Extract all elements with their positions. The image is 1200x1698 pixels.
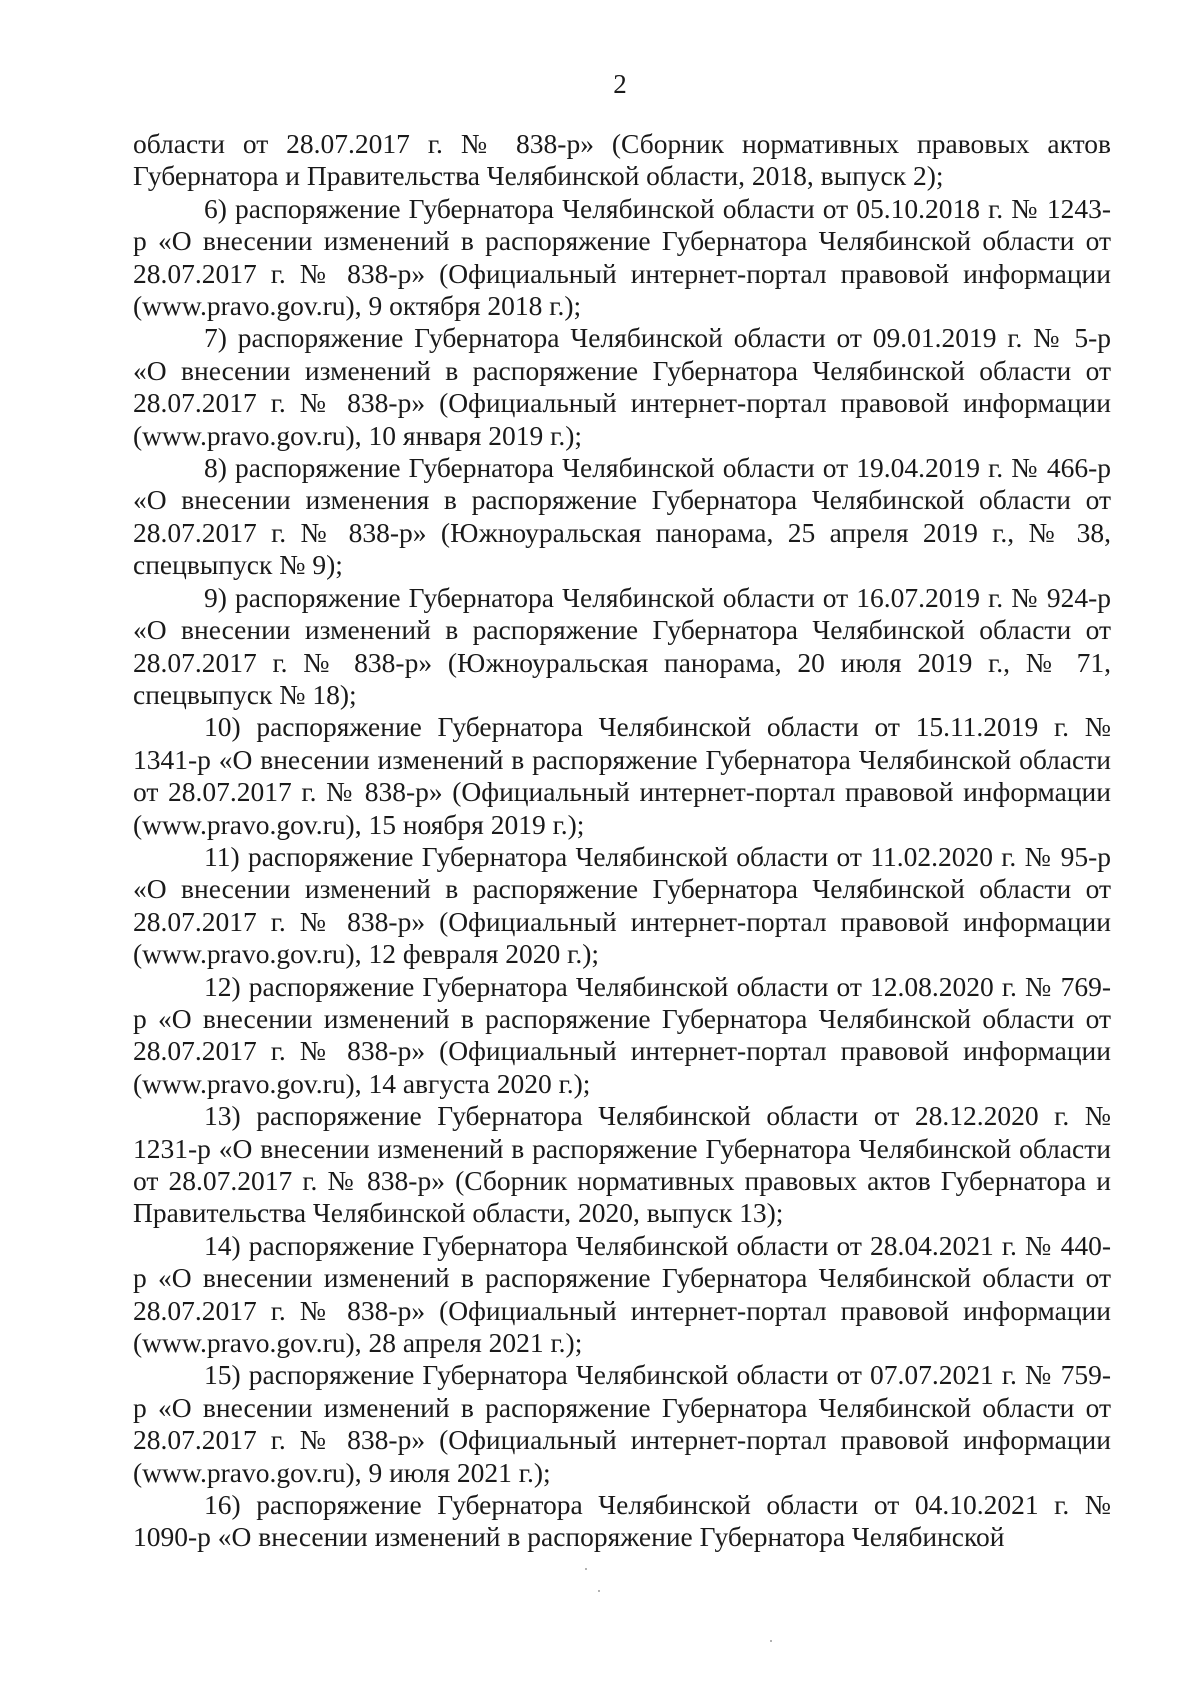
document-body [133, 128, 1111, 1554]
paragraph-item-9: 9) распоряжение Губернатора Челябинской области от 16.07.2019 г. № 924-р «О внесении изменений в распоряжение Губернатора Челябинской области от 28.07.2017 г. № 838-р» (Южноуральская панорама, 20 июля 2019 г., № 71, спецвыпуск № 18); [133, 581, 1111, 710]
paragraph-item-14: 14) распоряжение Губернатора Челябинской области от 28.04.2021 г. № 440-р «О внесении изменений в распоряжение Губернатора Челябинской области от 28.07.2017 г. № 838-р» (Официальный интернет-портал правовой информации (www.pravo.gov.ru), 28 апреля 2021 г.); [133, 1229, 1111, 1359]
page-number: 2 [613, 69, 627, 99]
scan-speck [585, 1568, 587, 1570]
scan-speck [770, 1640, 772, 1642]
paragraph-item-8: 8) распоряжение Губернатора Челябинской области от 19.04.2019 г. № 466-р «О внесении изменения в распоряжение Губернатора Челябинской области от 28.07.2017 г. № 838-р» (Южноуральская панорама, 25 апреля 2019 г., № 38, спецвыпуск № 9); [133, 452, 1111, 581]
paragraph-item-7: 7) распоряжение Губернатора Челябинской области от 09.01.2019 г. № 5-р «О внесении изменений в распоряжение Губернатора Челябинской области от 28.07.2017 г. № 838-р» (Официальный интернет-портал правовой информации (www.pravo.gov.ru), 10 января 2019 г.); [133, 322, 1111, 451]
paragraph-item-13: 13) распоряжение Губернатора Челябинской области от 28.12.2020 г. № 1231-р «О внесении изменений в распоряжение Губернатора Челябинской области от 28.07.2017 г. № 838-р» (Сборник нормативных правовых актов Губернатора и Правительства Челябинской области, 2020, выпуск 13); [133, 1100, 1111, 1229]
paragraph-item-15: 15) распоряжение Губернатора Челябинской области от 07.07.2021 г. № 759-р «О внесении изменений в распоряжение Губернатора Челябинской области от 28.07.2017 г. № 838-р» (Официальный интернет-портал правовой информации (www.pravo.gov.ru), 9 июля 2021 г.); [133, 1359, 1111, 1488]
paragraph-item-6: 6) распоряжение Губернатора Челябинской области от 05.10.2018 г. № 1243-р «О внесении изменений в распоряжение Губернатора Челябинской области от 28.07.2017 г. № 838-р» (Официальный интернет-портал правовой информации (www.pravo.gov.ru), 9 октября 2018 г.); [133, 192, 1111, 322]
paragraph-item-12: 12) распоряжение Губернатора Челябинской области от 12.08.2020 г. № 769-р «О внесении изменений в распоряжение Губернатора Челябинской области от 28.07.2017 г. № 838-р» (Официальный интернет-портал правовой информации (www.pravo.gov.ru), 14 августа 2020 г.); [133, 970, 1111, 1099]
paragraph-item-10: 10) распоряжение Губернатора Челябинской области от 15.11.2019 г. № 1341-р «О внесении изменений в распоряжение Губернатора Челябинской области от 28.07.2017 г. № 838-р» (Официальный интернет-портал правовой информации (www.pravo.gov.ru), 15 ноября 2019 г.); [133, 711, 1111, 840]
paragraph-item-16: 16) распоряжение Губернатора Челябинской области от 04.10.2021 г. № 1090-р «О внесении изменений в распоряжение Губернатора Челябинской [133, 1489, 1111, 1553]
paragraph-continuation: области от 28.07.2017 г. № 838-р» (Сборник нормативных правовых актов Губернатора и Правительства Челябинской области, 2018, выпуск 2); [133, 128, 1111, 192]
scan-speck [598, 1590, 600, 1592]
paragraph-item-11: 11) распоряжение Губернатора Челябинской области от 11.02.2020 г. № 95-р «О внесении изменений в распоряжение Губернатора Челябинской области от 28.07.2017 г. № 838-р» (Официальный интернет-портал правовой информации (www.pravo.gov.ru), 12 февраля 2020 г.); [133, 840, 1111, 970]
